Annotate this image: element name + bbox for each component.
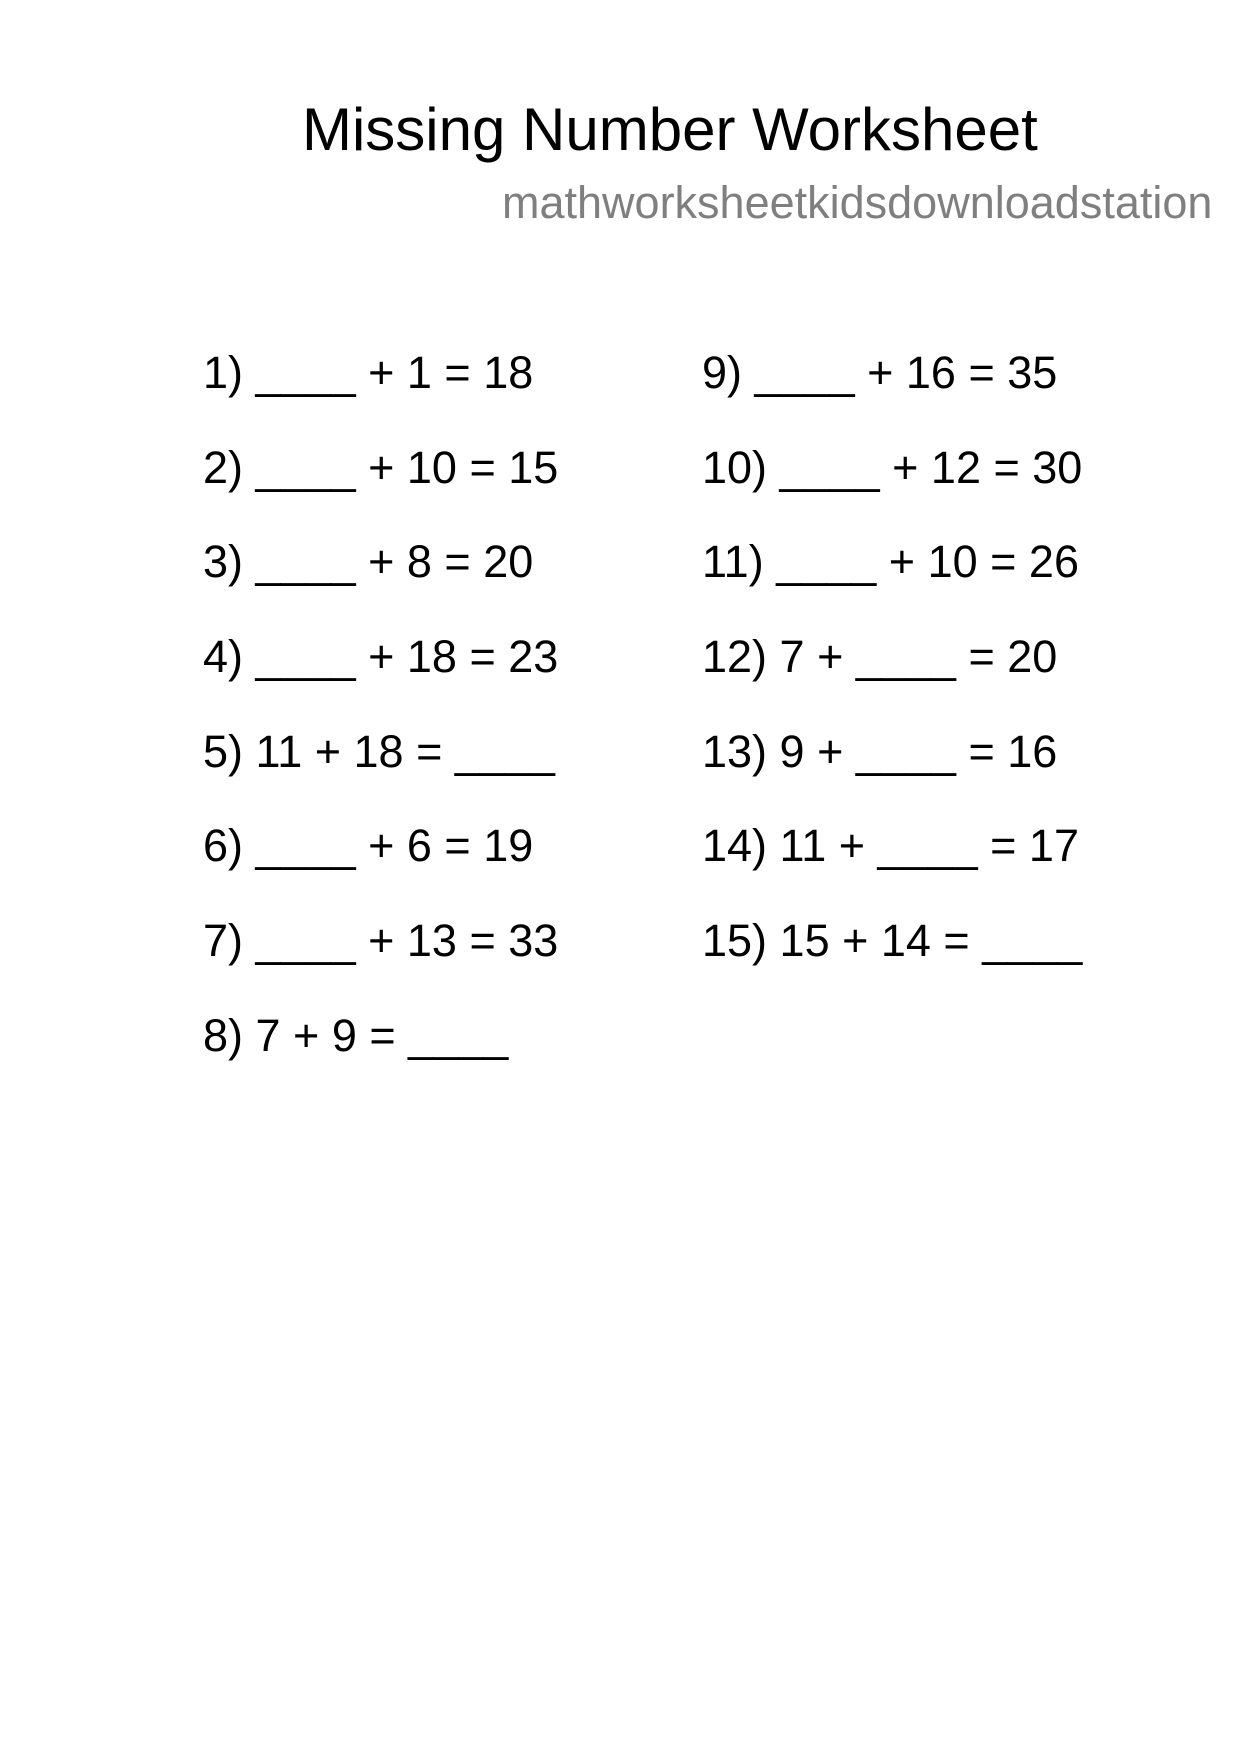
problem-13: 13) 9 + ____ = 16 <box>702 726 1058 777</box>
problem-12: 12) 7 + ____ = 20 <box>702 631 1058 682</box>
problem-10: 10) ____ + 12 = 30 <box>702 442 1083 493</box>
problem-5: 5) 11 + 18 = ____ <box>203 726 555 777</box>
problem-6: 6) ____ + 6 = 19 <box>203 820 534 871</box>
problem-15: 15) 15 + 14 = ____ <box>702 915 1083 966</box>
problem-2: 2) ____ + 10 = 15 <box>203 442 559 493</box>
problem-1: 1) ____ + 1 = 18 <box>203 347 534 398</box>
problem-3: 3) ____ + 8 = 20 <box>203 536 534 587</box>
problem-9: 9) ____ + 16 = 35 <box>702 347 1058 398</box>
worksheet-title: Missing Number Worksheet <box>302 96 1038 163</box>
problem-11: 11) ____ + 10 = 26 <box>702 536 1079 587</box>
worksheet-source-watermark: mathworksheetkidsdownloadstation <box>502 177 1213 228</box>
problem-7: 7) ____ + 13 = 33 <box>203 915 559 966</box>
problem-14: 14) 11 + ____ = 17 <box>702 820 1079 871</box>
problem-8: 8) 7 + 9 = ____ <box>203 1010 509 1061</box>
problem-4: 4) ____ + 18 = 23 <box>203 631 559 682</box>
